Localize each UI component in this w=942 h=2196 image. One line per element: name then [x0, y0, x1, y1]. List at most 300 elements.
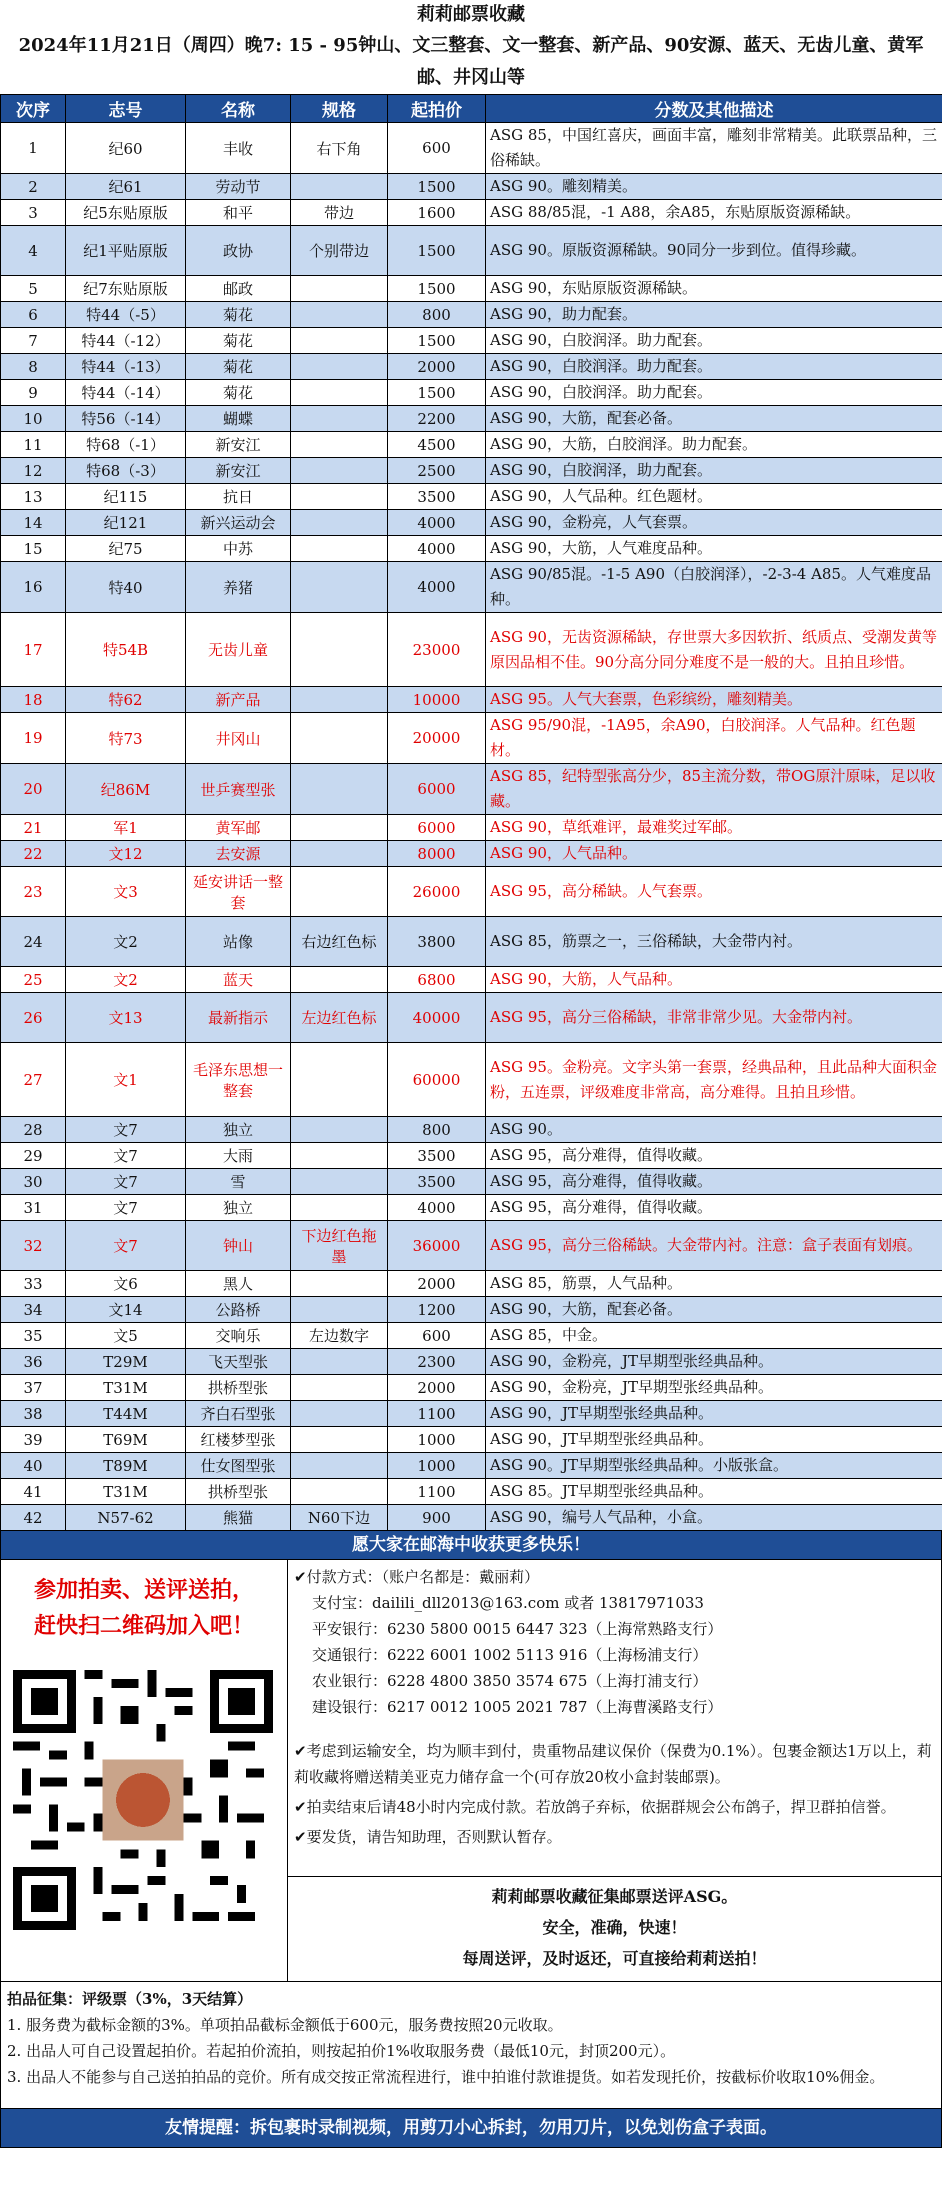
lot-code: 特44（-5） — [66, 302, 186, 328]
auction-subtitle: 2024年11月21日（周四）晚7: 15 - 95钟山、文三整套、文一整套、新产品、90安源、蓝天、无齿儿童、黄军邮、井冈山等 — [18, 35, 924, 88]
lot-start-price: 600 — [388, 1323, 486, 1349]
lot-no: 34 — [1, 1297, 66, 1323]
lot-name: 菊花 — [186, 354, 291, 380]
lot-row[interactable] — [1, 174, 942, 200]
payment-deadline-note: ✔拍卖结束后请48小时内完成付款。若放鸽子弃标，依据群规会公布鸽子，捍卫群拍信誉。 — [294, 1798, 896, 1816]
lot-spec — [291, 1401, 388, 1427]
lot-description: ASG 90。 — [486, 1117, 942, 1143]
lot-start-price: 3500 — [388, 484, 486, 510]
lot-description: ASG 90，白胶润泽，助力配套。 — [486, 458, 942, 484]
lot-start-price: 1500 — [388, 174, 486, 200]
rules-heading: 拍品征集：评级票（3%，3天结算） — [7, 1990, 253, 2008]
lot-name: 毛泽东思想一整套 — [186, 1043, 291, 1117]
lot-start-price: 8000 — [388, 841, 486, 867]
lot-code: T29M — [66, 1349, 186, 1375]
lot-name: 公路桥 — [186, 1297, 291, 1323]
lot-description: ASG 90，JT早期型张经典品种。 — [486, 1401, 942, 1427]
lot-no: 6 — [1, 302, 66, 328]
lots-table — [0, 94, 942, 1531]
lot-name: 黑人 — [186, 1271, 291, 1297]
lot-start-price: 2000 — [388, 354, 486, 380]
lot-description: ASG 90，白胶润泽。助力配套。 — [486, 354, 942, 380]
lots-table-body — [1, 123, 942, 1531]
lot-code: 文14 — [66, 1297, 186, 1323]
lot-start-price: 3500 — [388, 1143, 486, 1169]
lot-code: 纪5东贴原版 — [66, 200, 186, 226]
lot-spec — [291, 1117, 388, 1143]
rule-item: 3. 出品人不能参与自己送拍拍品的竞价。所有成交按正常流程进行，谁中拍谁付款谁提货。如若发现托价，按截标价收取10%佣金。 — [7, 2068, 885, 2086]
lot-no: 27 — [1, 1043, 66, 1117]
lot-code: 纪1平贴原版 — [66, 226, 186, 276]
lot-row[interactable] — [1, 1195, 942, 1221]
lot-row[interactable] — [1, 226, 942, 276]
lot-row[interactable] — [1, 562, 942, 613]
lot-code: 纪7东贴原版 — [66, 276, 186, 302]
lot-row[interactable] — [1, 1117, 942, 1143]
slogan-line-1: 莉莉邮票收藏征集邮票送评ASG。 — [491, 1887, 738, 1906]
lot-no: 10 — [1, 406, 66, 432]
lot-no: 29 — [1, 1143, 66, 1169]
lot-name: 熊猫 — [186, 1505, 291, 1531]
lot-name: 黄军邮 — [186, 815, 291, 841]
friendly-tip: 友情提醒：拆包裹时录制视频，用剪刀小心拆封，勿用刀片，以免划伤盒子表面。 — [0, 2109, 942, 2148]
lot-code: 文5 — [66, 1323, 186, 1349]
lot-description: ASG 85，筋票之一，三俗稀缺，大金带内衬。 — [486, 917, 942, 967]
lot-row[interactable] — [1, 510, 942, 536]
col-header-price: 起拍价 — [388, 95, 486, 123]
lot-start-price: 2300 — [388, 1349, 486, 1375]
lot-start-price: 6000 — [388, 764, 486, 815]
lot-description: ASG 95，高分难得，值得收藏。 — [486, 1169, 942, 1195]
lot-code: 文2 — [66, 967, 186, 993]
join-panel — [1, 1560, 288, 1981]
lot-row[interactable] — [1, 713, 942, 764]
lot-row[interactable] — [1, 1143, 942, 1169]
lot-description: ASG 90，白胶润泽。助力配套。 — [486, 328, 942, 354]
lot-start-price: 800 — [388, 302, 486, 328]
lot-no: 19 — [1, 713, 66, 764]
lot-row[interactable] — [1, 687, 942, 713]
lot-name: 新产品 — [186, 687, 291, 713]
lot-spec: N60下边 — [291, 1505, 388, 1531]
lot-start-price: 20000 — [388, 713, 486, 764]
lot-code: 文7 — [66, 1117, 186, 1143]
lot-code: 纪115 — [66, 484, 186, 510]
lot-no: 38 — [1, 1401, 66, 1427]
lot-no: 36 — [1, 1349, 66, 1375]
lot-spec: 左边红色标 — [291, 993, 388, 1043]
lot-spec — [291, 380, 388, 406]
lot-code: T89M — [66, 1453, 186, 1479]
lot-start-price: 36000 — [388, 1221, 486, 1271]
shipping-note: ✔考虑到运输安全，均为顺丰到付，贵重物品建议保价（保费为0.1%）。包裹金额达1万以上，莉莉收藏将赠送精美亚克力储存盒一个(可存放20枚小盒封装邮票)。 — [294, 1742, 932, 1786]
lot-spec: 右下角 — [291, 123, 388, 174]
lot-no: 28 — [1, 1117, 66, 1143]
lot-name: 政协 — [186, 226, 291, 276]
lot-no: 16 — [1, 562, 66, 613]
lot-start-price: 4000 — [388, 1195, 486, 1221]
lot-row[interactable] — [1, 484, 942, 510]
lot-row[interactable] — [1, 967, 942, 993]
lot-code: 文3 — [66, 867, 186, 917]
lot-spec — [291, 562, 388, 613]
consignment-rules — [0, 1982, 942, 2109]
lot-row[interactable] — [1, 1349, 942, 1375]
lot-name: 钟山 — [186, 1221, 291, 1271]
bank-account-ccb[interactable]: 建设银行：6217 0012 1005 2021 787（上海曹溪路支行） — [312, 1698, 723, 1716]
lot-code: 文13 — [66, 993, 186, 1043]
lot-no: 39 — [1, 1427, 66, 1453]
lot-spec: 个别带边 — [291, 226, 388, 276]
lot-code: 文7 — [66, 1169, 186, 1195]
lot-name: 新安江 — [186, 458, 291, 484]
bank-account-pingan[interactable]: 平安银行：6230 5800 0015 6447 323（上海常熟路支行） — [312, 1620, 723, 1638]
lot-code: 特56（-14） — [66, 406, 186, 432]
lot-start-price: 1500 — [388, 328, 486, 354]
lot-code: 特62 — [66, 687, 186, 713]
lot-name: 站像 — [186, 917, 291, 967]
lot-name: 邮政 — [186, 276, 291, 302]
lot-start-price: 1600 — [388, 200, 486, 226]
lot-no: 11 — [1, 432, 66, 458]
lot-row[interactable] — [1, 613, 942, 687]
lot-code: 特44（-14） — [66, 380, 186, 406]
lot-row[interactable] — [1, 764, 942, 815]
lot-start-price: 6800 — [388, 967, 486, 993]
lot-start-price: 3500 — [388, 1169, 486, 1195]
lot-start-price: 2500 — [388, 458, 486, 484]
lot-code: 文7 — [66, 1195, 186, 1221]
lot-spec — [291, 613, 388, 687]
lot-row[interactable] — [1, 123, 942, 174]
lot-description: ASG 90，金粉亮，人气套票。 — [486, 510, 942, 536]
lot-code: 特73 — [66, 713, 186, 764]
lot-no: 9 — [1, 380, 66, 406]
lot-row[interactable] — [1, 1221, 942, 1271]
lot-name: 菊花 — [186, 328, 291, 354]
page-title: 莉莉邮票收藏 — [417, 4, 525, 25]
lot-start-price: 1000 — [388, 1427, 486, 1453]
slogan-line-2: 安全，准确，快速！ — [542, 1918, 687, 1937]
lot-row[interactable] — [1, 815, 942, 841]
lot-name: 新兴运动会 — [186, 510, 291, 536]
lot-name: 蓝天 — [186, 967, 291, 993]
lot-no: 21 — [1, 815, 66, 841]
lot-start-price: 1500 — [388, 380, 486, 406]
lot-row[interactable] — [1, 406, 942, 432]
rule-item: 1. 服务费为截标金额的3%。单项拍品截标金额低于600元，服务费按照20元收取。 — [7, 2016, 563, 2034]
lot-no: 1 — [1, 123, 66, 174]
payment-info — [288, 1560, 941, 1876]
lot-description: ASG 85，中国红喜庆，画面丰富，雕刻非常精美。此联票品种，三俗稀缺。 — [486, 123, 942, 174]
lot-no: 24 — [1, 917, 66, 967]
lot-name: 世乒赛型张 — [186, 764, 291, 815]
lot-row[interactable] — [1, 1401, 942, 1427]
lot-spec — [291, 406, 388, 432]
lot-start-price: 600 — [388, 123, 486, 174]
lot-description: ASG 90/85混。-1-5 A90（白胶润泽），-2-3-4 A85。人气难度品种。 — [486, 562, 942, 613]
lot-code: 纪60 — [66, 123, 186, 174]
lot-spec — [291, 1297, 388, 1323]
lot-start-price: 23000 — [388, 613, 486, 687]
lot-no: 31 — [1, 1195, 66, 1221]
lot-code: N57-62 — [66, 1505, 186, 1531]
lot-description: ASG 90，大筋，白胶润泽。助力配套。 — [486, 432, 942, 458]
lot-name: 劳动节 — [186, 174, 291, 200]
lot-start-price: 26000 — [388, 867, 486, 917]
lot-start-price: 6000 — [388, 815, 486, 841]
lot-description: ASG 88/85混，-1 A88，余A85，东贴原版资源稀缺。 — [486, 200, 942, 226]
lot-spec — [291, 510, 388, 536]
lot-spec — [291, 1271, 388, 1297]
lot-description: ASG 95。金粉亮。文字头第一套票，经典品种，且此品种大面积金粉，五连票，评级难度非常高，高分难得。且拍且珍惜。 — [486, 1043, 942, 1117]
lot-spec — [291, 1453, 388, 1479]
lot-no: 41 — [1, 1479, 66, 1505]
lot-name: 红楼梦型张 — [186, 1427, 291, 1453]
lot-start-price: 1000 — [388, 1453, 486, 1479]
lot-start-price: 40000 — [388, 993, 486, 1043]
lot-spec — [291, 764, 388, 815]
lot-row[interactable] — [1, 1479, 942, 1505]
lot-name: 交响乐 — [186, 1323, 291, 1349]
lot-row[interactable] — [1, 841, 942, 867]
lot-spec — [291, 1375, 388, 1401]
lot-name: 养猪 — [186, 562, 291, 613]
lot-row[interactable] — [1, 302, 942, 328]
lot-row[interactable] — [1, 1043, 942, 1117]
payment-heading: ✔付款方式：（账户名都是：戴丽莉） — [294, 1568, 540, 1586]
bank-account-bocom[interactable]: 交通银行：6222 6001 1002 5113 916（上海杨浦支行） — [312, 1646, 708, 1664]
lot-description: ASG 90，编号人气品种，小盒。 — [486, 1505, 942, 1531]
lot-row[interactable] — [1, 1427, 942, 1453]
lot-row[interactable] — [1, 1375, 942, 1401]
lot-row[interactable] — [1, 380, 942, 406]
lot-start-price: 10000 — [388, 687, 486, 713]
lot-row[interactable] — [1, 458, 942, 484]
lot-no: 3 — [1, 200, 66, 226]
lot-start-price: 1500 — [388, 226, 486, 276]
lot-spec — [291, 841, 388, 867]
lot-start-price: 1200 — [388, 1297, 486, 1323]
lot-code: 军1 — [66, 815, 186, 841]
lot-name: 新安江 — [186, 432, 291, 458]
lot-code: T31M — [66, 1479, 186, 1505]
lot-name: 延安讲话一整套 — [186, 867, 291, 917]
lot-description: ASG 85，纪特型张高分少，85主流分数，带OG原汁原味，足以收藏。 — [486, 764, 942, 815]
lot-start-price: 800 — [388, 1117, 486, 1143]
bank-account-abc[interactable]: 农业银行：6228 4800 3850 3574 675（上海打浦支行） — [312, 1672, 708, 1690]
join-line-1: 参加拍卖、送评送拍， — [33, 1577, 254, 1603]
lot-spec — [291, 354, 388, 380]
lot-description: ASG 95，高分三俗稀缺，非常非常少见。大金带内衬。 — [486, 993, 942, 1043]
lot-spec: 带边 — [291, 200, 388, 226]
lot-no: 12 — [1, 458, 66, 484]
lot-no: 33 — [1, 1271, 66, 1297]
lot-no: 2 — [1, 174, 66, 200]
lot-start-price: 60000 — [388, 1043, 486, 1117]
lot-no: 26 — [1, 993, 66, 1043]
lot-description: ASG 90，助力配套。 — [486, 302, 942, 328]
lot-spec — [291, 1349, 388, 1375]
lot-description: ASG 90，大筋，人气难度品种。 — [486, 536, 942, 562]
lot-name: 拱桥型张 — [186, 1479, 291, 1505]
lot-spec — [291, 1479, 388, 1505]
alipay-account[interactable]: 支付宝：dailili_dll2013@163.com 或者 13817971033 — [312, 1594, 704, 1612]
lot-start-price: 4000 — [388, 510, 486, 536]
lot-spec — [291, 328, 388, 354]
col-header-spec: 规格 — [291, 95, 388, 123]
lot-code: 特54B — [66, 613, 186, 687]
lot-description: ASG 90，白胶润泽。助力配套。 — [486, 380, 942, 406]
lot-description: ASG 90，东贴原版资源稀缺。 — [486, 276, 942, 302]
lot-spec — [291, 815, 388, 841]
lot-no: 30 — [1, 1169, 66, 1195]
lot-code: 纪121 — [66, 510, 186, 536]
lot-no: 20 — [1, 764, 66, 815]
lot-start-price: 1100 — [388, 1479, 486, 1505]
lot-row[interactable] — [1, 432, 942, 458]
lot-row[interactable] — [1, 1323, 942, 1349]
lot-code: 特44（-13） — [66, 354, 186, 380]
lot-start-price: 1100 — [388, 1401, 486, 1427]
lot-description: ASG 95。人气大套票，色彩缤纷，雕刻精美。 — [486, 687, 942, 713]
col-header-code: 志号 — [66, 95, 186, 123]
lot-spec — [291, 1169, 388, 1195]
lot-no: 32 — [1, 1221, 66, 1271]
lot-code: 文2 — [66, 917, 186, 967]
lot-no: 25 — [1, 967, 66, 993]
lot-description: ASG 85，中金。 — [486, 1323, 942, 1349]
lot-row[interactable] — [1, 1271, 942, 1297]
delivery-note: ✔要发货，请告知助理，否则默认暂存。 — [294, 1828, 562, 1846]
lot-name: 和平 — [186, 200, 291, 226]
lot-spec — [291, 1143, 388, 1169]
lot-spec — [291, 484, 388, 510]
lot-description: ASG 95，高分难得，值得收藏。 — [486, 1143, 942, 1169]
lot-code: T31M — [66, 1375, 186, 1401]
lot-no: 23 — [1, 867, 66, 917]
lot-code: 文7 — [66, 1143, 186, 1169]
lot-spec — [291, 713, 388, 764]
lot-row[interactable] — [1, 1297, 942, 1323]
lot-spec — [291, 458, 388, 484]
lot-row[interactable] — [1, 1505, 942, 1531]
col-header-desc: 分数及其他描述 — [486, 95, 942, 123]
lot-name: 蝴蝶 — [186, 406, 291, 432]
slogan-block — [288, 1876, 941, 1981]
lot-start-price: 2000 — [388, 1271, 486, 1297]
lot-description: ASG 95/90混，-1A95，余A90，白胶润泽。人气品种。红色题材。 — [486, 713, 942, 764]
lot-row[interactable] — [1, 354, 942, 380]
lot-name: 独立 — [186, 1195, 291, 1221]
lot-start-price: 2000 — [388, 1375, 486, 1401]
lot-start-price: 1500 — [388, 276, 486, 302]
lot-spec: 左边数字 — [291, 1323, 388, 1349]
lot-start-price: 4500 — [388, 432, 486, 458]
payment-panel — [288, 1560, 941, 1981]
lot-name: 大雨 — [186, 1143, 291, 1169]
lot-no: 22 — [1, 841, 66, 867]
lot-spec: 右边红色标 — [291, 917, 388, 967]
col-header-name: 名称 — [186, 95, 291, 123]
info-section — [0, 1560, 942, 1982]
lot-code: 文12 — [66, 841, 186, 867]
lot-code: T44M — [66, 1401, 186, 1427]
lot-description: ASG 95，高分稀缺。人气套票。 — [486, 867, 942, 917]
lot-name: 雪 — [186, 1169, 291, 1195]
lot-spec — [291, 1195, 388, 1221]
lot-row[interactable] — [1, 993, 942, 1043]
lot-name: 丰收 — [186, 123, 291, 174]
lot-spec — [291, 1043, 388, 1117]
lot-no: 35 — [1, 1323, 66, 1349]
lot-description: ASG 90，金粉亮，JT早期型张经典品种。 — [486, 1375, 942, 1401]
lot-code: 纪86M — [66, 764, 186, 815]
lot-no: 42 — [1, 1505, 66, 1531]
lot-row[interactable] — [1, 328, 942, 354]
lot-start-price: 3800 — [388, 917, 486, 967]
lot-row[interactable] — [1, 917, 942, 967]
lot-description: ASG 95，高分三俗稀缺。大金带内衬。注意：盒子表面有划痕。 — [486, 1221, 942, 1271]
lot-name: 菊花 — [186, 380, 291, 406]
lot-no: 13 — [1, 484, 66, 510]
wish-banner: 愿大家在邮海中收获更多快乐！ — [0, 1531, 942, 1560]
lot-code: 文1 — [66, 1043, 186, 1117]
lot-description: ASG 90，金粉亮，JT早期型张经典品种。 — [486, 1349, 942, 1375]
lot-row[interactable] — [1, 867, 942, 917]
lot-code: 文6 — [66, 1271, 186, 1297]
lot-no: 40 — [1, 1453, 66, 1479]
lot-name: 独立 — [186, 1117, 291, 1143]
lot-row[interactable] — [1, 276, 942, 302]
lot-no: 4 — [1, 226, 66, 276]
lot-spec — [291, 276, 388, 302]
slogan-line-3: 每周送评，及时返还，可直接给莉莉送拍！ — [462, 1949, 767, 1968]
lot-name: 抗日 — [186, 484, 291, 510]
lot-name: 菊花 — [186, 302, 291, 328]
lot-no: 17 — [1, 613, 66, 687]
lot-no: 7 — [1, 328, 66, 354]
lot-spec — [291, 1427, 388, 1453]
qr-code-icon[interactable] — [13, 1670, 273, 1930]
lot-start-price: 4000 — [388, 562, 486, 613]
lot-code: 纪75 — [66, 536, 186, 562]
join-line-2: 赶快扫二维码加入吧！ — [33, 1613, 254, 1639]
lot-name: 飞天型张 — [186, 1349, 291, 1375]
lot-row[interactable] — [1, 200, 942, 226]
lot-row[interactable] — [1, 1453, 942, 1479]
lot-code: 特68（-1） — [66, 432, 186, 458]
lot-description: ASG 90，大筋，人气品种。 — [486, 967, 942, 993]
lot-description: ASG 90，人气品种。 — [486, 841, 942, 867]
lot-description: ASG 90，人气品种。红色题材。 — [486, 484, 942, 510]
lot-spec — [291, 174, 388, 200]
lot-name: 仕女图型张 — [186, 1453, 291, 1479]
lot-code: T69M — [66, 1427, 186, 1453]
join-text — [1, 1572, 287, 1644]
lot-description: ASG 90。雕刻精美。 — [486, 174, 942, 200]
lot-start-price: 900 — [388, 1505, 486, 1531]
lots-table-header — [1, 95, 942, 123]
lot-description: ASG 90。JT早期型张经典品种。小版张盒。 — [486, 1453, 942, 1479]
lot-no: 15 — [1, 536, 66, 562]
lot-description: ASG 90。原版资源稀缺。90同分一步到位。值得珍藏。 — [486, 226, 942, 276]
lot-row[interactable] — [1, 1169, 942, 1195]
lot-code: 特68（-3） — [66, 458, 186, 484]
lot-row[interactable] — [1, 536, 942, 562]
lot-description: ASG 90，无齿资源稀缺，存世票大多因软折、纸质点、受潮发黄等原因品相不佳。90分高分同分难度不是一般的大。且拍且珍惜。 — [486, 613, 942, 687]
lot-description: ASG 95，高分难得，值得收藏。 — [486, 1195, 942, 1221]
